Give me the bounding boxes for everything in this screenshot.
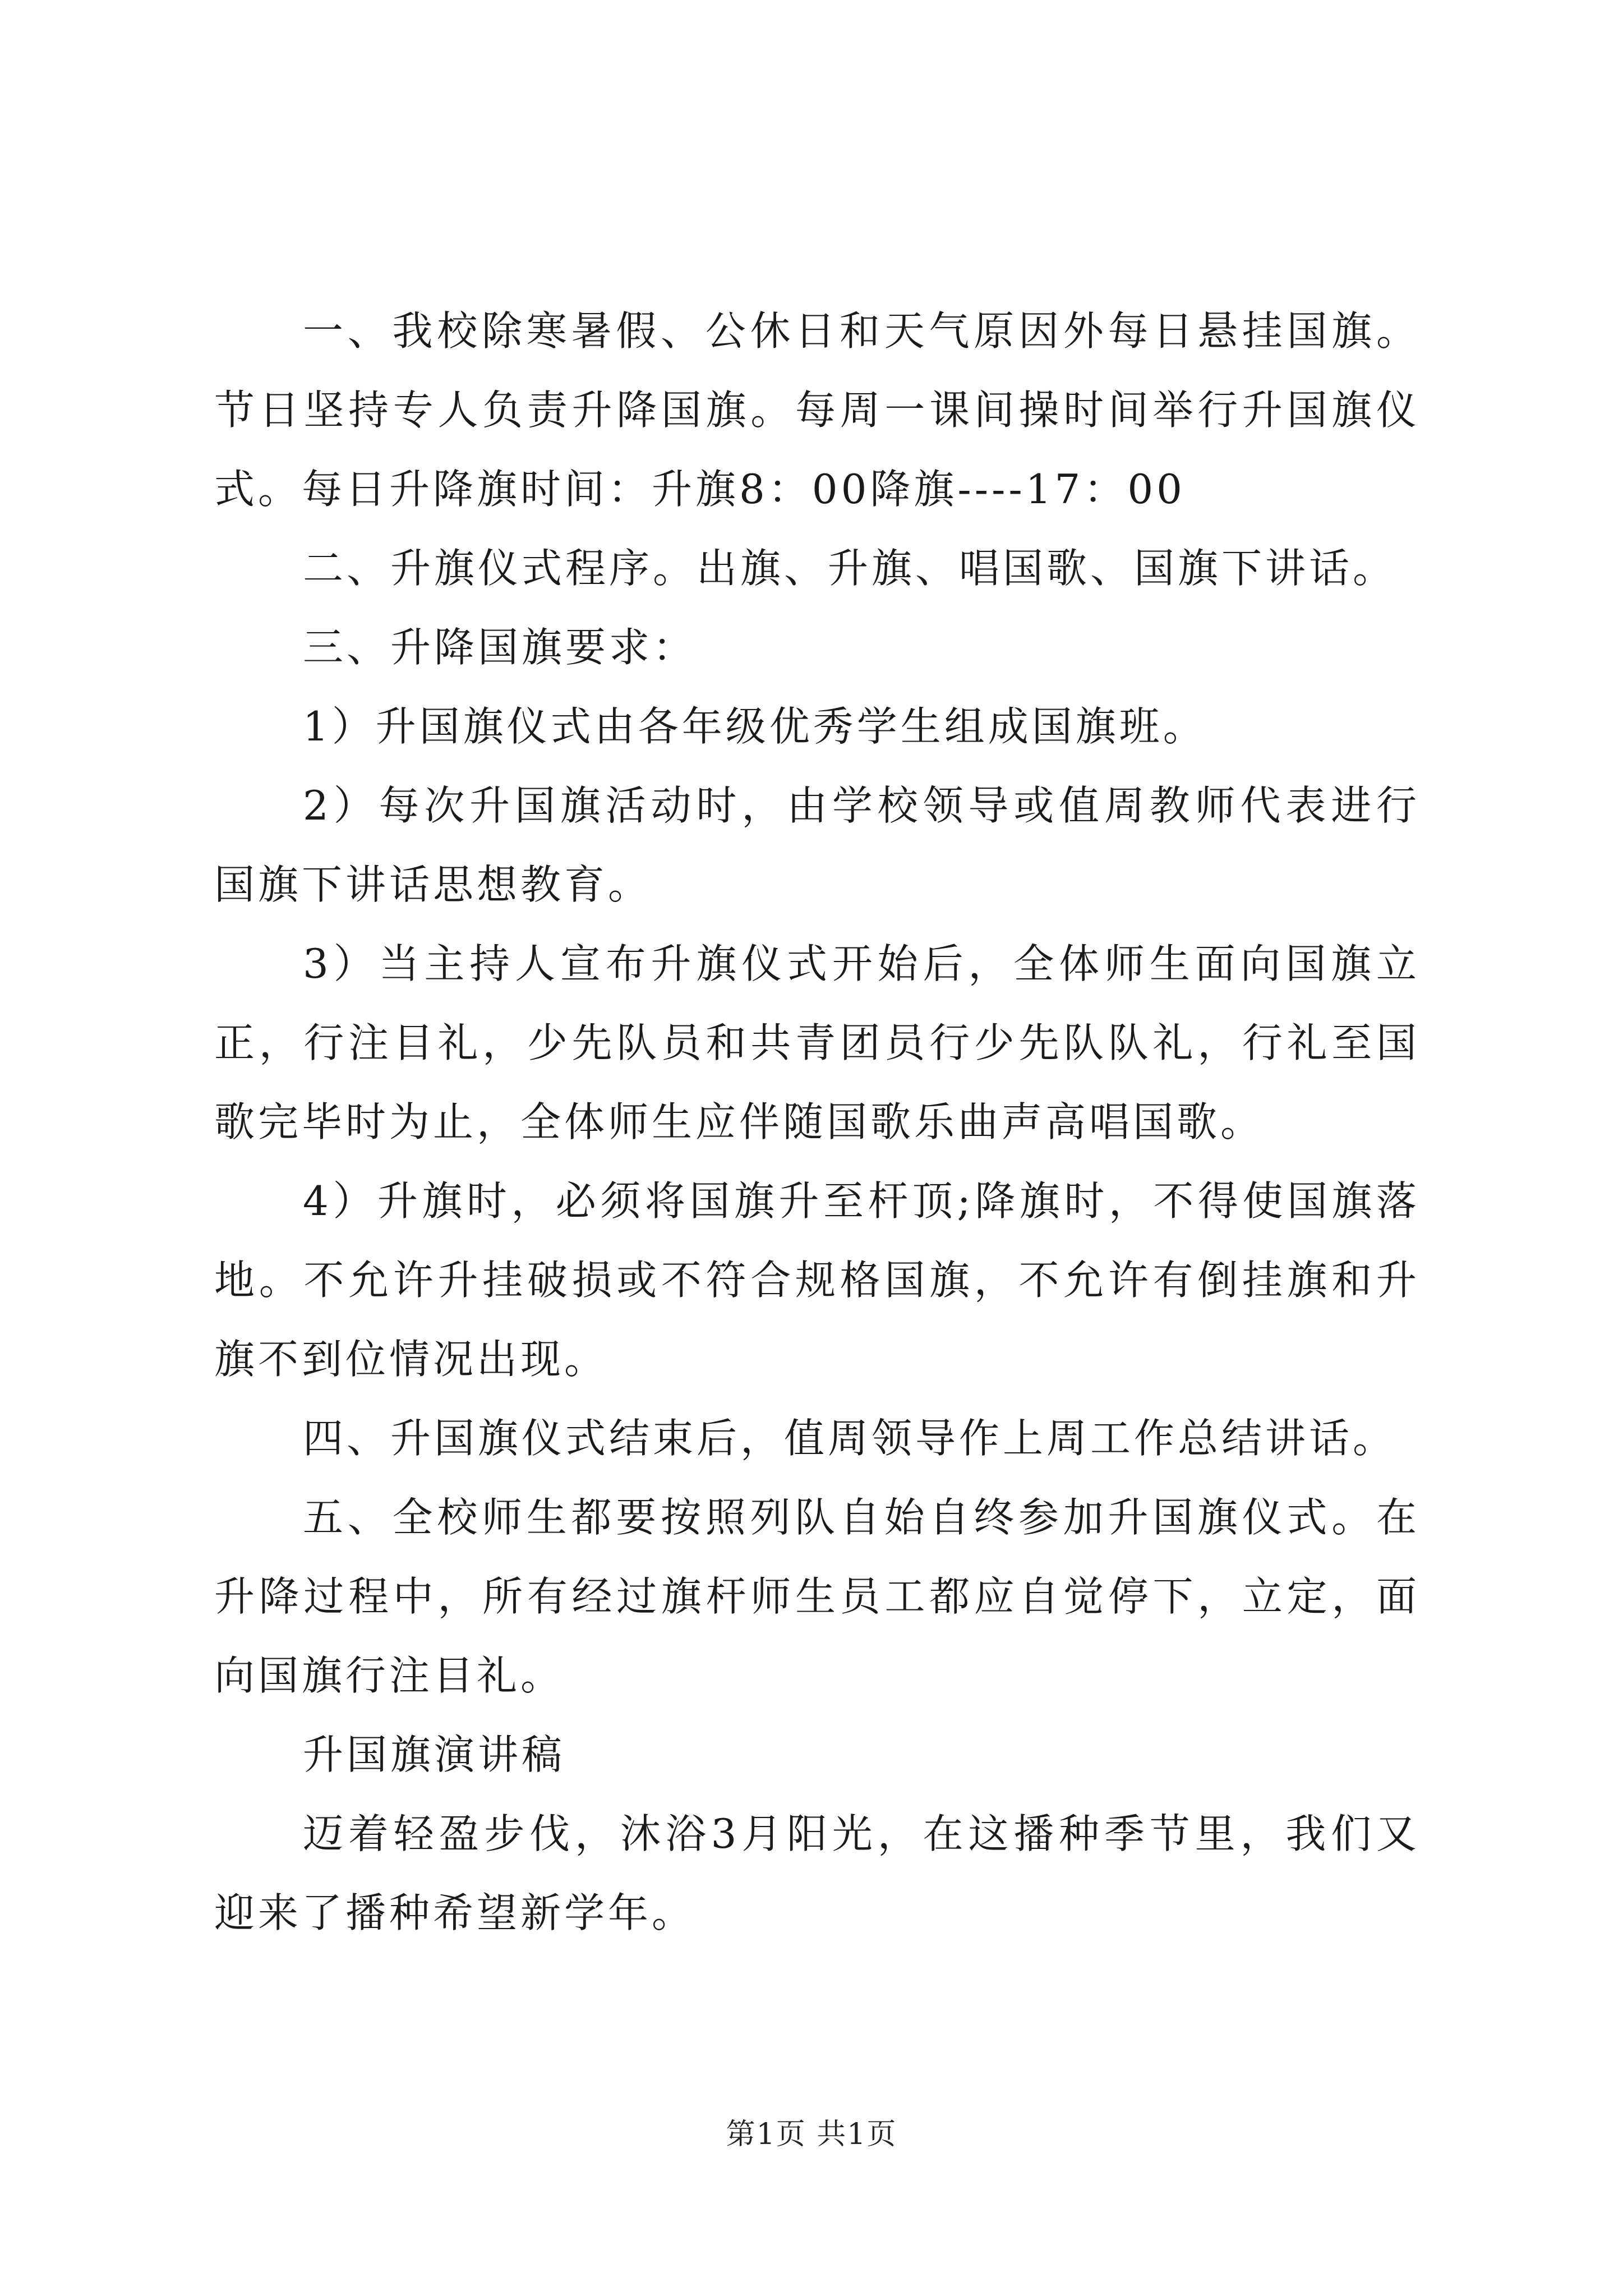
- page-footer: 第1页 共1页: [726, 2118, 897, 2151]
- paragraph-flag-schedule: 一、我校除寒暑假、公休日和天气原因外每日悬挂国旗。节日坚持专人负责升降国旗。每周一课间操时间举行升国旗仪式。每日升降旗时间：升旗8：00降旗----17：00: [214, 307, 1420, 513]
- document-body: [214, 292, 1420, 1953]
- speech-title: 升国旗演讲稿: [303, 1731, 566, 1778]
- paragraph-requirement-1: 1）升国旗仪式由各年级优秀学生组成国旗班。: [303, 703, 1207, 750]
- paragraph-requirement-2: 2）每次升国旗活动时，由学校领导或值周教师代表进行国旗下讲话思想教育。: [214, 782, 1420, 908]
- paragraph-requirements-heading: 三、升降国旗要求：: [303, 624, 697, 671]
- paragraph-requirement-4: 4）升旗时，必须将国旗升至杆顶;降旗时，不得使国旗落地。不允许升挂破损或不符合规格国旗，不允许有倒挂旗和升旗不到位情况出现。: [214, 1177, 1420, 1383]
- paragraph-ceremony-procedure: 二、升旗仪式程序。出旗、升旗、唱国歌、国旗下讲话。: [303, 545, 1397, 592]
- paragraph-speech-opening: 迈着轻盈步伐，沐浴3月阳光，在这播种季节里，我们又迎来了播种希望新学年。: [214, 1810, 1420, 1936]
- paragraph-after-ceremony: 四、升国旗仪式结束后，值周领导作上周工作总结讲话。: [303, 1415, 1397, 1462]
- paragraph-requirement-3: 3）当主持人宣布升旗仪式开始后，全体师生面向国旗立正，行注目礼，少先队员和共青团员行少先队队礼，行礼至国歌完毕时为止，全体师生应伴随国歌乐曲声高唱国歌。: [214, 940, 1420, 1145]
- paragraph-attendance: 五、全校师生都要按照列队自始自终参加升国旗仪式。在升降过程中，所有经过旗杆师生员工都应自觉停下，立定，面向国旗行注目礼。: [214, 1494, 1420, 1699]
